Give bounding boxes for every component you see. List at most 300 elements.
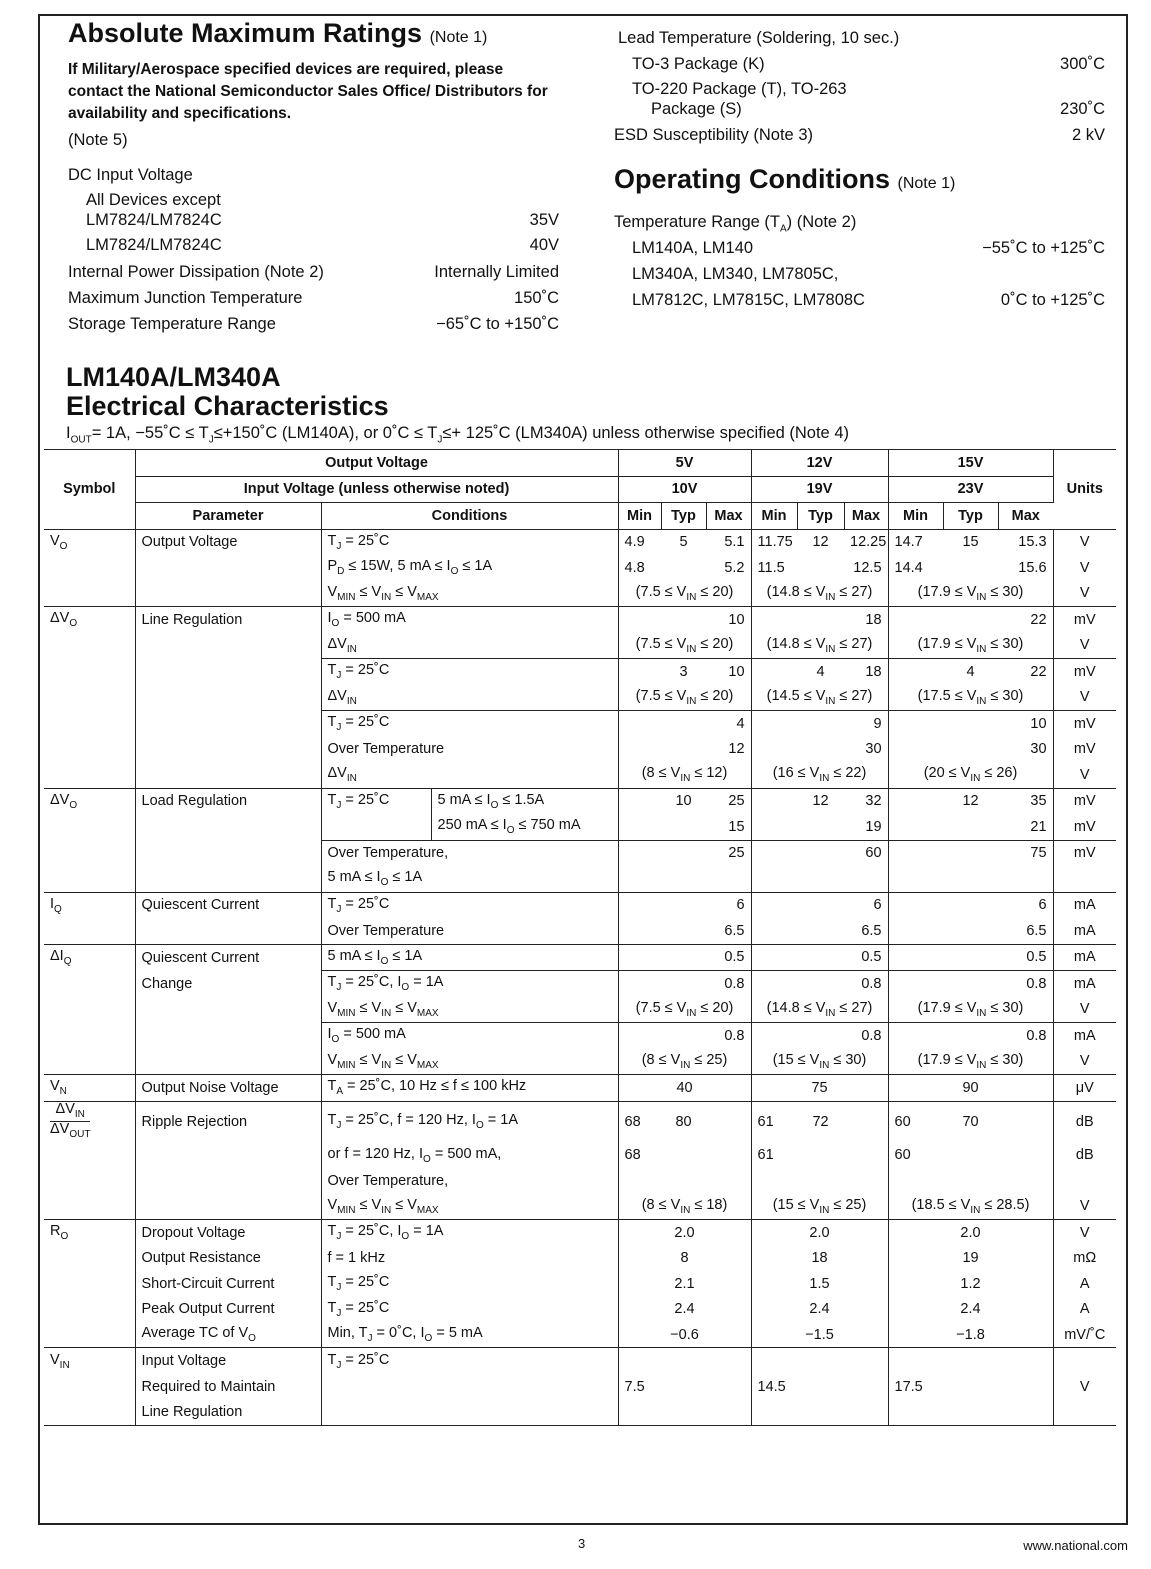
table-cell	[135, 840, 321, 866]
table-cell: Over Temperature,	[321, 840, 618, 866]
opc-line-1: LM140A, LM140	[632, 239, 754, 257]
table-cell	[751, 866, 797, 892]
table-cell: 4	[797, 659, 844, 685]
table-row	[44, 737, 1116, 763]
table-cell: 6.5	[844, 918, 888, 944]
table-cell: $(8 \le V_{IN} \le 18)$	[618, 1193, 751, 1219]
table-cell: 3	[661, 659, 706, 685]
table-cell	[706, 1168, 751, 1194]
opc-line-3: LM7812C, LM7815C, LM7808C	[632, 291, 865, 309]
table-cell: mA	[1053, 944, 1116, 971]
table-cell: 32	[844, 788, 888, 814]
table-cell	[661, 1142, 706, 1168]
table-cell: μV	[1053, 1075, 1116, 1102]
table-cell	[751, 1348, 797, 1374]
table-cell: 22	[998, 607, 1053, 633]
table-cell: 60	[894, 1147, 911, 1164]
table-cell: 7.5	[624, 1378, 645, 1395]
table-cell	[135, 762, 321, 788]
table-cell: 12	[797, 529, 844, 555]
table-cell: $\Delta I_Q$	[44, 944, 135, 971]
table-cell: 10	[706, 659, 751, 685]
table-cell	[943, 814, 998, 840]
max-header: Max	[844, 503, 888, 530]
table-cell	[943, 1399, 998, 1425]
table-cell: $\Delta V_{IN}$	[321, 685, 618, 711]
table-cell	[661, 918, 706, 944]
table-cell	[844, 1374, 888, 1400]
table-row	[44, 1193, 1116, 1219]
table-cell	[44, 555, 135, 581]
table-cell	[135, 659, 321, 685]
table-cell	[888, 840, 943, 866]
table-cell	[797, 971, 844, 997]
table-cell: 80	[661, 1101, 706, 1142]
table-cell: 35	[998, 788, 1053, 814]
table-cell	[135, 997, 321, 1023]
table-cell	[797, 1399, 844, 1425]
table-row	[44, 918, 1116, 944]
table-cell	[321, 814, 431, 840]
table-cell	[797, 1374, 844, 1400]
10v-header: 10V	[618, 476, 751, 503]
table-cell	[135, 1142, 321, 1168]
table-cell	[751, 1168, 797, 1194]
table-cell: 2.0	[888, 1219, 1053, 1245]
table-cell	[618, 814, 661, 840]
table-row	[44, 866, 1116, 892]
table-cell: 15.6	[998, 555, 1053, 581]
table-cell	[618, 1348, 661, 1374]
table-cell: 60	[844, 840, 888, 866]
table-cell	[661, 1348, 706, 1374]
table-cell: $I_Q$	[44, 892, 135, 918]
table-cell	[888, 1168, 943, 1194]
table-row	[44, 1245, 1116, 1271]
table-cell	[751, 971, 797, 997]
table-cell: $(20 \le V_{IN} \le 26)$	[888, 762, 1053, 788]
lead-temp-label: Lead Temperature (Soldering, 10 sec.)	[618, 29, 900, 47]
table-cell: 0.8	[706, 1023, 751, 1049]
table-cell	[661, 892, 706, 918]
table-cell	[797, 1348, 844, 1374]
table-row	[44, 1075, 1116, 1102]
table-cell: 25	[706, 840, 751, 866]
table-cell: $(17.9 \le V_{IN} \le 30)$	[888, 633, 1053, 659]
table-cell: 68	[618, 1101, 661, 1142]
table-cell: 0.8	[998, 1023, 1053, 1049]
table-cell: $T_J$ = 25˚C	[321, 1271, 618, 1297]
table-cell	[135, 814, 321, 840]
table-cell	[943, 555, 998, 581]
12v-header: 12V	[751, 450, 888, 477]
table-cell: Output Voltage	[135, 529, 321, 555]
table-cell: $T_J$ = 25˚C	[321, 711, 618, 737]
table-cell	[135, 866, 321, 892]
temp-range-label: Temperature Range $(T_A)$ (Note 2)	[614, 213, 857, 235]
table-cell	[797, 1168, 844, 1194]
table-cell: 0.8	[706, 971, 751, 997]
table-cell: mV	[1073, 818, 1096, 835]
table-cell	[44, 1193, 135, 1219]
table-cell: 75	[998, 840, 1053, 866]
table-row	[44, 1101, 1116, 1142]
table-cell	[998, 1142, 1053, 1168]
table-cell	[706, 866, 751, 892]
ec-conditions: $I_{OUT}= 1A$, −55˚C ≤ $T_J\le+150˚C$ (LM140A), or 0˚C ≤ $T_J\le+$ 125˚C (LM340A) unless otherwise specified (Note 4)	[66, 424, 849, 446]
table-cell: $T_J$ = 25˚C	[321, 788, 431, 814]
table-cell: V	[1053, 529, 1116, 555]
table-cell	[797, 737, 844, 763]
table-cell	[618, 737, 661, 763]
table-cell	[998, 1399, 1053, 1425]
table-cell: V	[1079, 559, 1090, 576]
table-cell	[661, 1374, 706, 1400]
table-cell	[618, 788, 661, 814]
units-header: Units	[1053, 450, 1116, 530]
table-cell: mV	[1053, 607, 1116, 633]
table-row	[44, 788, 1116, 814]
table-cell: 19	[844, 814, 888, 840]
table-cell: 4.8	[624, 559, 645, 576]
table-cell: $(8 \le V_{IN} \le 25)$	[618, 1049, 751, 1075]
table-cell: 21	[998, 814, 1053, 840]
stg-label: Storage Temperature Range	[68, 315, 276, 333]
typ-header: Typ	[797, 503, 844, 530]
esd-value: 2 kV	[1071, 126, 1105, 144]
table-cell	[135, 1023, 321, 1049]
table-row	[44, 1219, 1116, 1245]
table-cell: Over Temperature	[321, 737, 618, 763]
table-cell: 10	[661, 788, 706, 814]
table-cell: Change	[135, 971, 321, 997]
table-cell	[135, 581, 321, 607]
table-cell	[661, 1168, 706, 1194]
symbol-header: Symbol	[44, 450, 135, 530]
table-cell	[797, 607, 844, 633]
table-cell: 18	[751, 1245, 888, 1271]
table-cell: 11.75	[751, 529, 797, 555]
table-cell: 40	[618, 1075, 751, 1102]
table-cell	[943, 892, 998, 918]
table-cell	[943, 607, 998, 633]
header-row-2	[44, 476, 1116, 503]
table-cell: 0.8	[998, 971, 1053, 997]
table-cell: 5 mA ≤ $I_O \le 1A$	[321, 944, 618, 971]
table-cell: $I_O = 500$ mA	[321, 607, 618, 633]
table-cell	[661, 1023, 706, 1049]
table-cell: Input Voltage	[135, 1348, 321, 1374]
table-cell	[44, 659, 135, 685]
table-cell	[844, 1348, 888, 1374]
table-cell	[706, 1101, 751, 1142]
table-cell: Short-Circuit Current	[135, 1271, 321, 1297]
table-cell	[943, 1374, 998, 1400]
table-cell	[797, 1023, 844, 1049]
table-cell	[661, 866, 706, 892]
table-cell	[618, 866, 661, 892]
header-row-1	[44, 450, 1116, 477]
mjt-label: Maximum Junction Temperature	[68, 289, 303, 307]
table-cell: $(17.9 \le V_{IN} \le 30)$	[888, 997, 1053, 1023]
header-row-3	[44, 503, 1116, 530]
table-cell: mA	[1053, 971, 1116, 997]
table-cell: Required to Maintain	[135, 1374, 321, 1400]
table-cell	[797, 711, 844, 737]
table-cell	[888, 918, 943, 944]
table-cell: −0.6	[618, 1322, 751, 1348]
to220-value: 230˚C	[1060, 100, 1105, 118]
military-notice: If Military/Aerospace specified devices are required, please contact the National Semiconductor Sales Office/ Distributors for availability and specifications.	[68, 61, 548, 122]
table-cell: 4	[943, 659, 998, 685]
table-cell	[618, 1168, 661, 1194]
table-cell	[751, 659, 797, 685]
table-cell	[618, 659, 661, 685]
table-cell: 2.0	[618, 1219, 751, 1245]
table-cell: f = 1 kHz	[321, 1245, 618, 1271]
table-cell: 5 mA ≤ $I_O \le 1A$	[321, 866, 618, 892]
table-cell	[751, 737, 797, 763]
table-cell: 2.4	[618, 1296, 751, 1322]
table-cell: 25	[706, 788, 751, 814]
table-cell	[844, 1168, 888, 1194]
table-cell	[844, 866, 888, 892]
table-cell	[797, 892, 844, 918]
table-cell: 6	[706, 892, 751, 918]
table-cell	[943, 1023, 998, 1049]
table-cell	[618, 607, 661, 633]
table-cell: V	[1079, 1053, 1090, 1070]
table-cell: mV	[1053, 711, 1116, 737]
table-cell: 12	[797, 788, 844, 814]
table-cell: 18	[844, 607, 888, 633]
table-cell: $\Delta V_{IN}$	[321, 762, 618, 788]
table-cell: 0.5	[998, 944, 1053, 971]
table-cell	[44, 737, 135, 763]
table-cell: $(14.8 \le V_{IN} \le 27)$	[751, 997, 888, 1023]
table-cell	[661, 555, 706, 581]
table-cell: $(17.9 \le V_{IN} \le 30)$	[888, 581, 1053, 607]
table-cell	[135, 1168, 321, 1194]
table-cell	[44, 1049, 135, 1075]
table-cell: 75	[751, 1075, 888, 1102]
table-cell	[1053, 866, 1116, 892]
table-cell	[135, 711, 321, 737]
table-cell	[751, 944, 797, 971]
table-cell	[797, 944, 844, 971]
table-row	[44, 555, 1116, 581]
note-5: (Note 5)	[68, 131, 128, 149]
table-cell: mA	[1073, 922, 1096, 939]
table-cell	[888, 659, 943, 685]
table-cell	[1053, 1348, 1116, 1374]
19v-header: 19V	[751, 476, 888, 503]
table-cell: $T_A$ = 25˚C, 10 Hz ≤ f ≤ 100 kHz	[321, 1075, 618, 1102]
table-cell	[44, 1296, 135, 1322]
table-cell: 90	[888, 1075, 1053, 1102]
table-row	[44, 892, 1116, 918]
table-cell: Load Regulation	[135, 788, 321, 814]
table-cell: mV/˚C	[1064, 1326, 1106, 1343]
table-cell	[135, 1049, 321, 1075]
table-cell	[998, 1168, 1053, 1194]
table-cell: mA	[1053, 892, 1116, 918]
table-row	[44, 1271, 1116, 1297]
table-cell	[943, 918, 998, 944]
table-row	[44, 1296, 1116, 1322]
table-cell: 6	[844, 892, 888, 918]
min-header: Min	[888, 503, 943, 530]
table-cell	[44, 1271, 135, 1297]
table-cell: $(14.5 \le V_{IN} \le 27)$	[751, 685, 888, 711]
table-cell	[751, 814, 797, 840]
table-cell: V	[1079, 585, 1090, 602]
table-cell	[888, 944, 943, 971]
table-cell	[135, 737, 321, 763]
opc-line-3-value: 0˚C to +125˚C	[1000, 291, 1105, 309]
table-cell	[797, 1142, 844, 1168]
lm7824-label-2: LM7824/LM7824C	[86, 236, 222, 254]
table-cell	[661, 737, 706, 763]
table-cell	[44, 1168, 135, 1194]
table-cell: $(17.5 \le V_{IN} \le 30)$	[888, 685, 1053, 711]
v40-value: 40V	[529, 236, 559, 254]
esd-label: ESD Susceptibility (Note 3)	[614, 126, 813, 144]
table-cell: $V_O$	[44, 529, 135, 555]
table-cell: $(15 \le V_{IN} \le 30)$	[751, 1049, 888, 1075]
table-cell	[888, 814, 943, 840]
table-cell	[751, 711, 797, 737]
table-cell	[135, 633, 321, 659]
table-cell	[706, 1374, 751, 1400]
table-cell	[661, 607, 706, 633]
table-cell: Ripple Rejection	[135, 1101, 321, 1142]
table-cell: 61	[757, 1147, 774, 1164]
table-cell: 30	[998, 737, 1053, 763]
table-cell	[751, 788, 797, 814]
table-cell: 14.7	[888, 529, 943, 555]
table-cell	[44, 971, 135, 997]
table-cell: Peak Output Current	[135, 1296, 321, 1322]
mjt-value: 150˚C	[514, 289, 559, 307]
table-cell	[888, 737, 943, 763]
table-cell: Line Regulation	[135, 607, 321, 633]
table-row	[44, 971, 1116, 997]
table-cell	[844, 1399, 888, 1425]
table-cell: V	[1079, 637, 1090, 654]
table-cell	[998, 1374, 1053, 1400]
table-cell: A	[1079, 1301, 1090, 1318]
table-cell	[751, 918, 797, 944]
table-cell: 19	[888, 1245, 1053, 1271]
table-cell: $\Delta V_{IN}$	[321, 633, 618, 659]
table-cell	[943, 944, 998, 971]
table-cell: Over Temperature	[321, 918, 618, 944]
table-cell: $(7.5 \le V_{IN} \le 20)$	[618, 685, 751, 711]
table-cell	[888, 971, 943, 997]
table-cell	[888, 866, 943, 892]
table-cell: Output Noise Voltage	[135, 1075, 321, 1102]
table-row	[44, 1399, 1116, 1425]
table-cell: 18	[844, 659, 888, 685]
table-cell: 6.5	[706, 918, 751, 944]
table-cell: Line Regulation	[135, 1399, 321, 1425]
electrical-characteristics-table	[44, 449, 1116, 1426]
table-row	[44, 840, 1116, 866]
table-cell	[998, 1348, 1053, 1374]
max-header: Max	[1011, 507, 1040, 524]
table-cell	[888, 711, 943, 737]
table-row	[44, 944, 1116, 971]
table-cell	[44, 1322, 135, 1348]
table-cell: $\Delta V_O$	[44, 788, 135, 814]
table-cell	[44, 1399, 135, 1425]
table-cell: Dropout Voltage	[135, 1219, 321, 1245]
table-cell: −1.5	[751, 1322, 888, 1348]
table-row	[44, 659, 1116, 685]
table-cell	[661, 1399, 706, 1425]
table-cell: $V_{MIN} \le V_{IN} \le V_{MAX}$	[321, 997, 618, 1023]
5v-header: 5V	[618, 450, 751, 477]
table-cell	[135, 555, 321, 581]
table-cell: $\Delta V_O$	[44, 607, 135, 633]
table-cell: 70	[943, 1101, 998, 1142]
table-cell: 2.0	[751, 1219, 888, 1245]
table-cell: $V_{MIN} \le V_{IN} \le V_{MAX}$	[321, 581, 618, 607]
table-cell	[797, 555, 844, 581]
table-row	[44, 1322, 1116, 1348]
table-cell: $R_O$	[44, 1219, 135, 1245]
table-cell: 0.8	[844, 1023, 888, 1049]
table-cell	[44, 1245, 135, 1271]
table-cell: 72	[797, 1101, 844, 1142]
table-cell	[44, 633, 135, 659]
table-cell	[618, 918, 661, 944]
table-cell	[321, 1399, 618, 1425]
table-cell: $I_O = 500$ mA	[321, 1023, 618, 1049]
table-cell: dB	[1075, 1147, 1094, 1164]
table-cell: $(7.5 \le V_{IN} \le 20)$	[618, 633, 751, 659]
table-cell	[888, 788, 943, 814]
table-cell	[44, 918, 135, 944]
to220-label: TO-220 Package (T), TO-263	[632, 80, 847, 98]
table-row	[44, 762, 1116, 788]
table-row	[44, 633, 1116, 659]
table-cell: 17.5	[894, 1378, 923, 1395]
stg-value: −65˚C to +150˚C	[436, 315, 559, 333]
table-cell	[44, 997, 135, 1023]
table-cell: 68	[624, 1147, 641, 1164]
table-cell: $T_J$ = 25˚C, f = 120 Hz, $I_O = 1A$	[321, 1101, 618, 1142]
table-cell: 6.5	[998, 918, 1053, 944]
table-cell	[888, 1399, 943, 1425]
table-cell	[661, 971, 706, 997]
to3-label: TO-3 Package (K)	[632, 55, 765, 73]
table-cell: Average TC of $V_O$	[135, 1322, 321, 1348]
table-cell: 5	[661, 529, 706, 555]
table-cell: $(7.5 \le V_{IN} \le 20)$	[618, 997, 751, 1023]
ec-heading: LM140A/LM340A Electrical Characteristics	[66, 362, 389, 421]
table-cell	[844, 1142, 888, 1168]
table-row	[44, 1023, 1116, 1049]
table-cell: $\Delta V_{IN}$ $\Delta V_{OUT}$	[44, 1101, 135, 1142]
all-devices-label: All Devices except	[86, 191, 221, 209]
website-url: www.national.com	[1023, 1538, 1128, 1553]
table-cell	[751, 607, 797, 633]
table-cell: $V_{MIN} \le V_{IN} \le V_{MAX}$	[321, 1193, 618, 1219]
table-cell: or f = 120 Hz, $I_O = 500$ mA,	[321, 1142, 618, 1168]
table-cell	[618, 1399, 661, 1425]
